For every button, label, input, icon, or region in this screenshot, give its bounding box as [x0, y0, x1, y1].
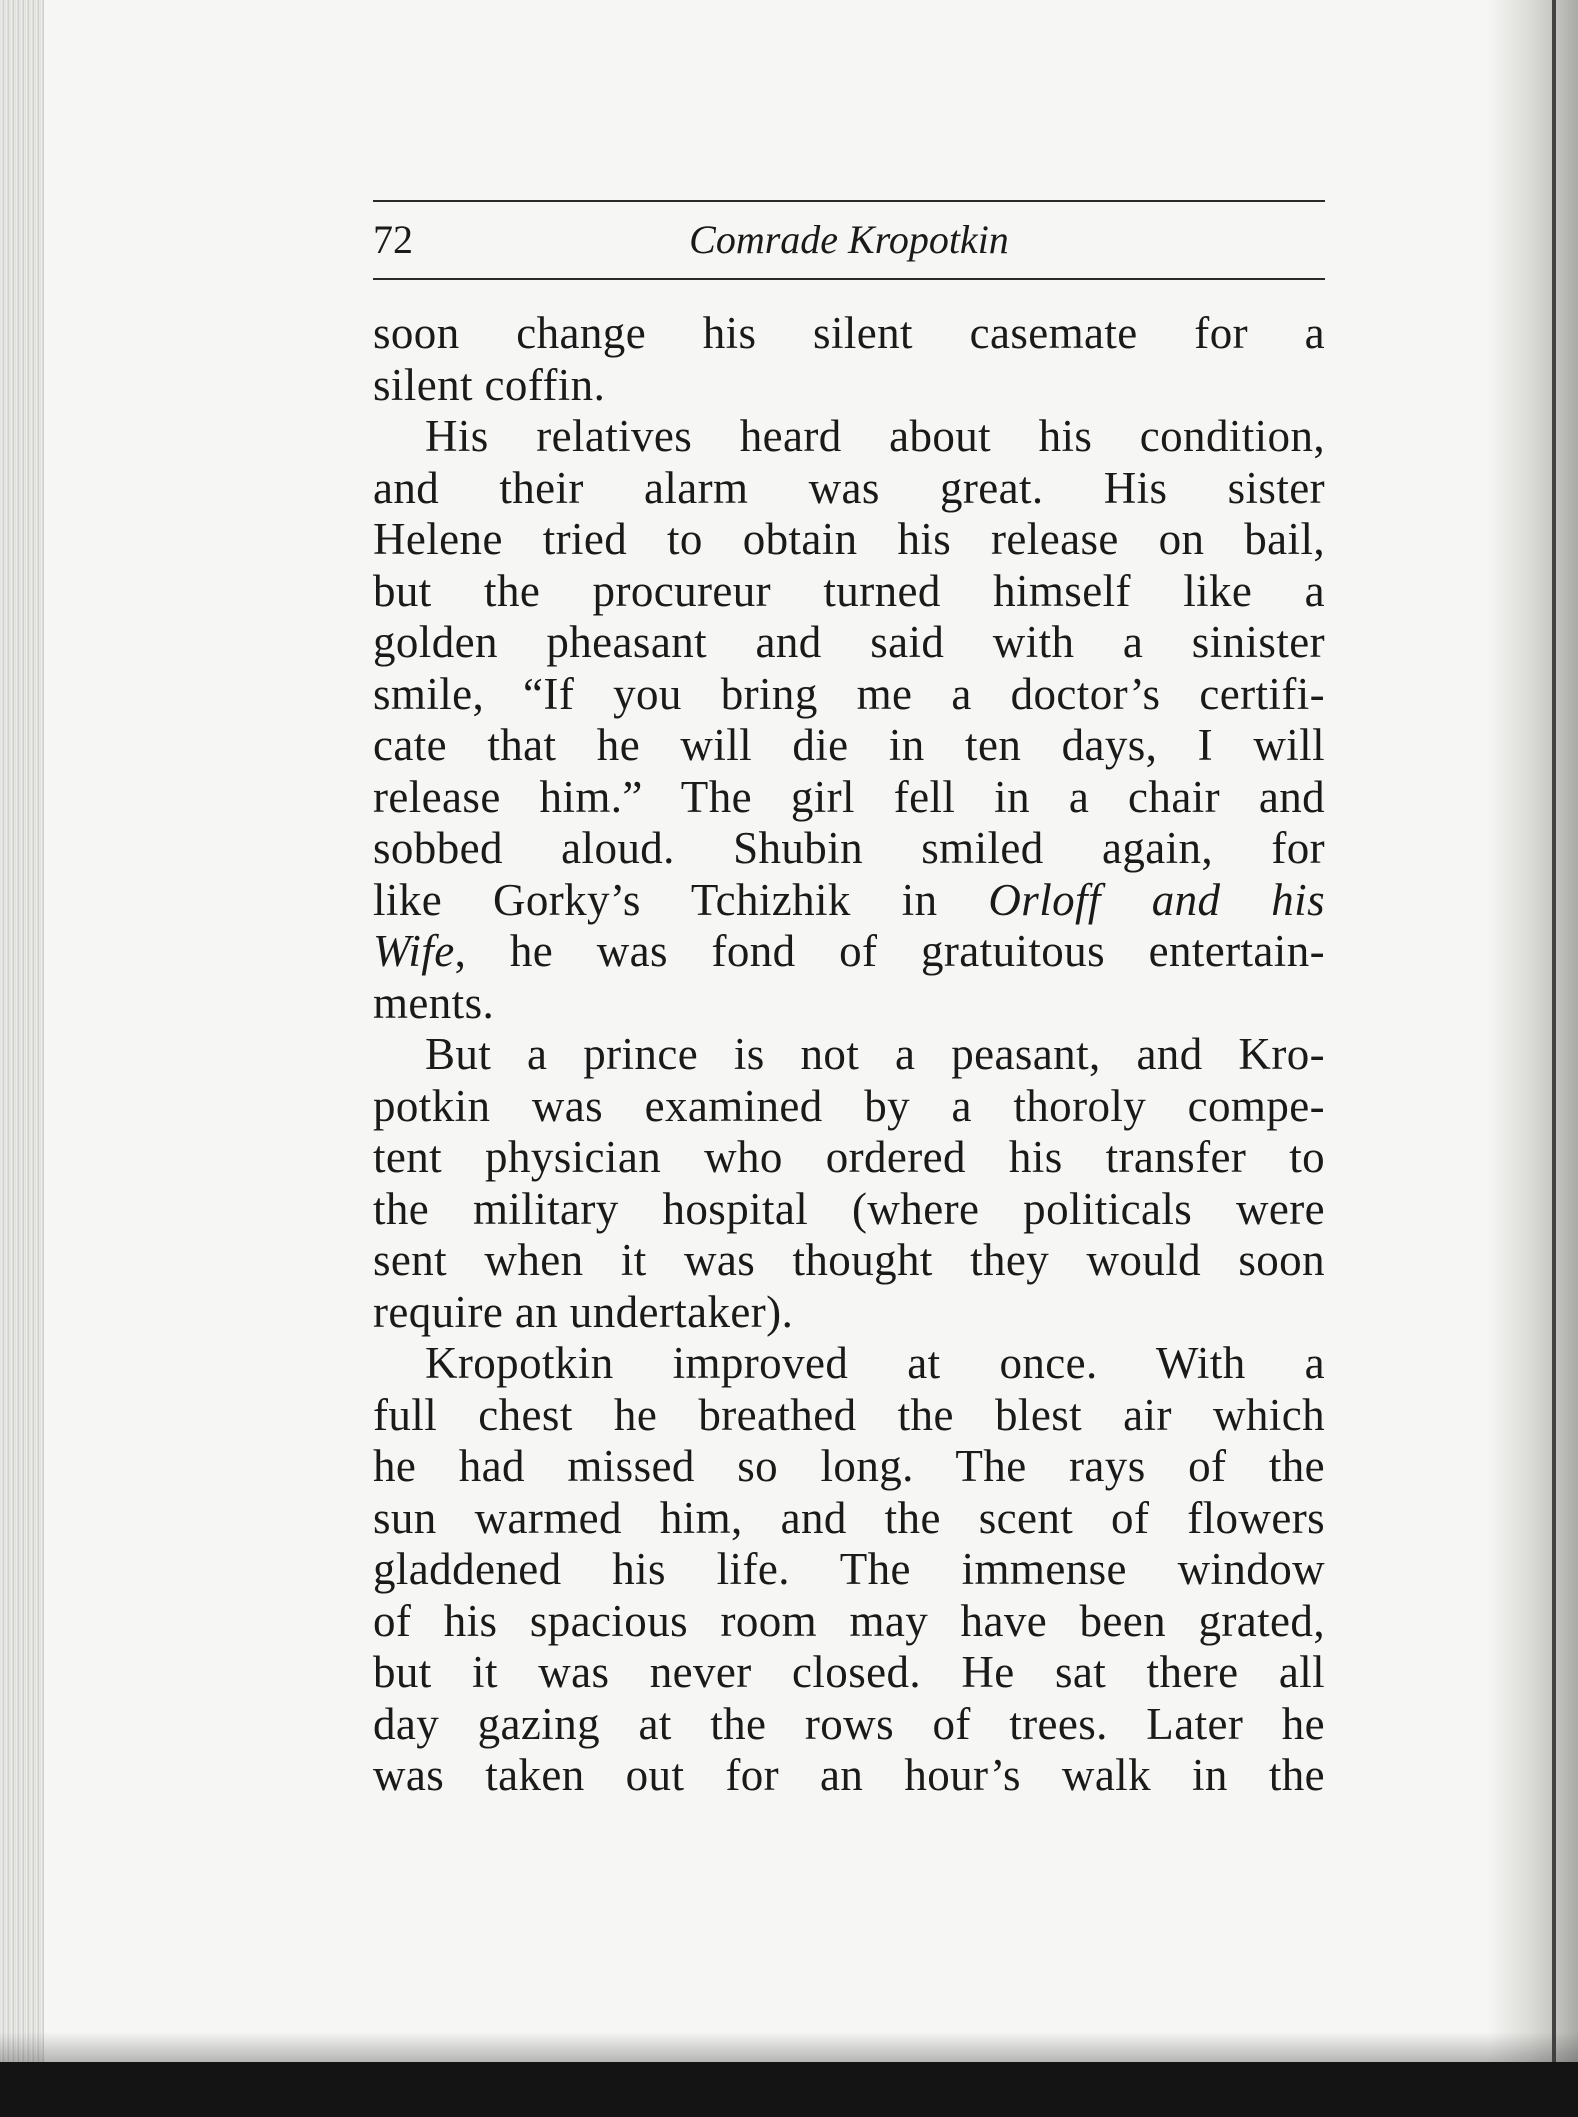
running-title: Comrade Kropotkin — [689, 217, 1009, 262]
text-line: sun warmed him, and the scent of flowers — [373, 1492, 1325, 1543]
text-line-with-italic — [373, 926, 1325, 978]
page-edge-shadow — [1488, 0, 1578, 2117]
text-line: gladdened his life. The immense window — [373, 1544, 1325, 1594]
text-line: release him.” The girl fell in a chair and — [373, 771, 1325, 822]
text-line: and their alarm was great. His sister — [373, 462, 1325, 513]
scanner-bottom-bar — [0, 2062, 1578, 2117]
text-line: golden pheasant and said with a sinister — [373, 617, 1325, 667]
text-segment: like Gorky’s Tchizhik in — [373, 874, 989, 925]
text-line: he had missed so long. The rays of the — [373, 1441, 1325, 1491]
text-line: sent when it was thought they would soon — [373, 1235, 1325, 1285]
text-line: full chest he breathed the blest air which — [373, 1389, 1325, 1440]
text-line: smile, “If you bring me a doctor’s certifi- — [373, 668, 1325, 719]
text-line: silent coffin. — [373, 359, 606, 410]
text-line: His relatives heard about his condition, — [425, 411, 1325, 461]
body-text — [373, 308, 1325, 1802]
text-line: tent physician who ordered his transfer to — [373, 1132, 1325, 1182]
text-line: sobbed aloud. Shubin smiled again, for — [373, 823, 1325, 873]
text-line: potkin was examined by a thoroly compe- — [373, 1080, 1325, 1131]
header-bottom-rule — [373, 278, 1325, 280]
text-line: soon change his silent casemate for a — [373, 308, 1325, 358]
text-line: but it was never closed. He sat there all — [373, 1647, 1325, 1697]
text-line: day gazing at the rows of trees. Later he — [373, 1698, 1325, 1749]
page-edge-line — [1552, 0, 1556, 2117]
text-line: but the procureur turned himself like a — [373, 565, 1325, 616]
text-line: Kropotkin improved at once. With a — [425, 1338, 1325, 1388]
running-header — [373, 202, 1325, 278]
text-line-with-italic — [373, 875, 1325, 927]
book-page — [373, 200, 1325, 1802]
bottom-shadow — [0, 2032, 1578, 2062]
binding-edge — [0, 0, 44, 2117]
italic-book-title: Orloff and his — [988, 874, 1325, 925]
text-line: Helene tried to obtain his release on bail, — [373, 514, 1325, 564]
text-line: require an undertaker). — [373, 1286, 794, 1337]
text-segment: , he was fond of gratuitous entertain- — [454, 926, 1325, 976]
text-line: the military hospital (where politicals were — [373, 1183, 1325, 1234]
page-number: 72 — [373, 217, 413, 262]
text-line: cate that he will die in ten days, I will — [373, 720, 1325, 770]
text-line: But a prince is not a peasant, and Kro- — [425, 1029, 1325, 1079]
text-line: ments. — [373, 977, 495, 1028]
text-line: of his spacious room may have been grated, — [373, 1595, 1325, 1646]
text-line: was taken out for an hour’s walk in the — [373, 1750, 1325, 1800]
italic-book-title-end: Wife — [373, 926, 455, 976]
